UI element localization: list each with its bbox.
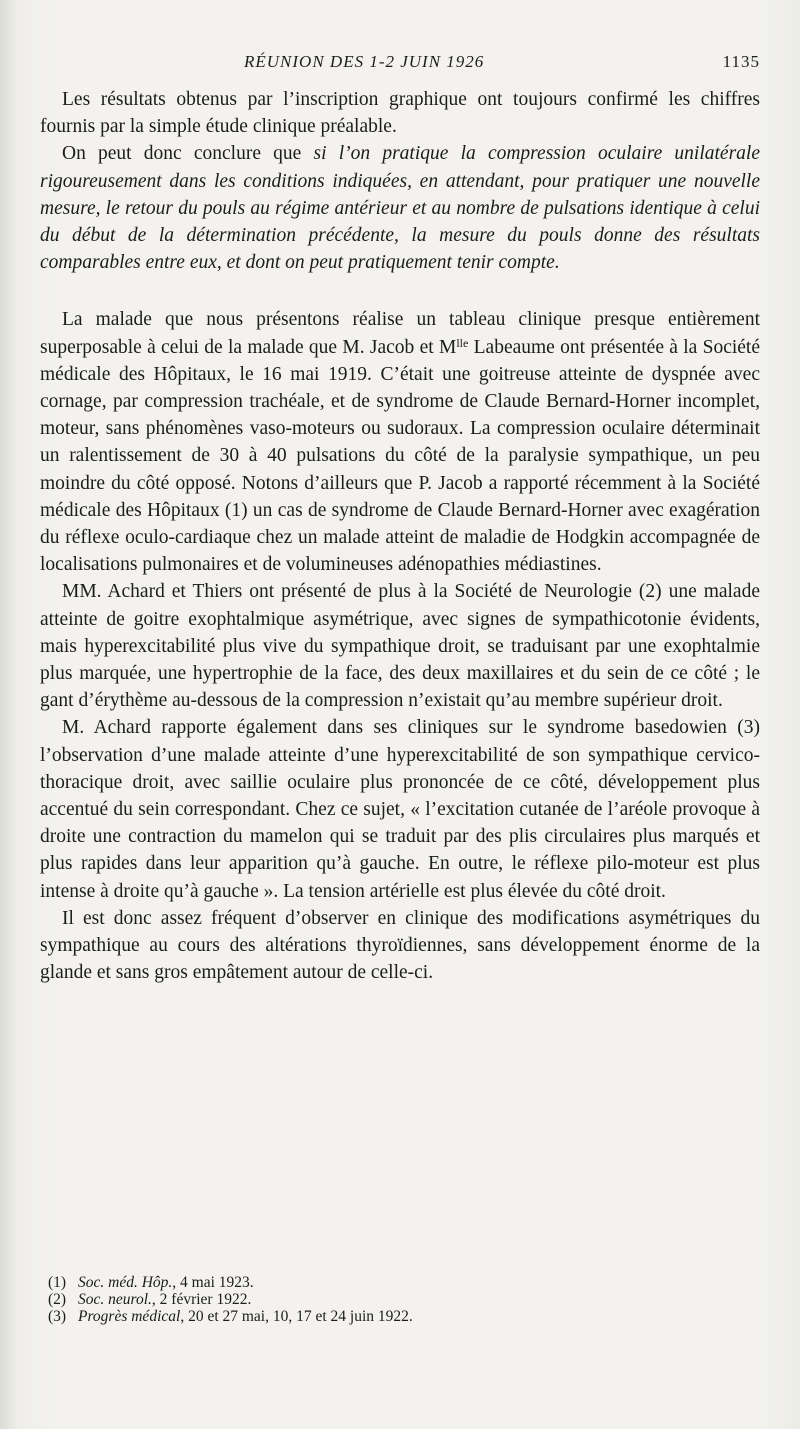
footnote-detail: , 20 et 27 mai, 10, 17 et 24 juin 1922.	[180, 1308, 413, 1325]
paragraph-1: Les résultats obtenus par l’inscription graphique ont toujours confirmé les chiffres fournis par la simple étude clinique préalable.	[40, 89, 760, 138]
paragraph-5: M. Achard rapporte également dans ses cliniques sur le syndrome basedowien (3) l’observation d’une malade atteinte d’une hyperexcitabilité de son sympathique cervico-thoracique droit, avec saillie oculaire plus prononcée de ce côté, développement plus accentué du sein correspondant. Chez ce sujet, « l’excitation cutanée de l’aréole provoque à droite une contraction du mamelon qui se traduit par des plis circulaires plus marqués et plus rapides dans leur apparition qu’à gauche. En outre, le réflexe pilo-moteur est plus intense à droite qu’à gauche ». La tension artérielle est plus élevée du côté droit.	[40, 717, 760, 902]
footnote-detail: , 4 mai 1923.	[172, 1274, 254, 1291]
page-number: 1135	[722, 52, 760, 71]
footnote-source: Progrès médical	[78, 1308, 181, 1325]
paragraph-3-superscript: lle	[456, 335, 469, 350]
paragraph-2-lead: On peut donc conclure que	[62, 143, 314, 165]
paragraph-3	[40, 306, 760, 578]
article-body	[40, 86, 760, 987]
footnote-1	[48, 1274, 748, 1291]
footnote-source: Soc. méd. Hôp.	[78, 1274, 173, 1291]
footnotes	[48, 1274, 748, 1325]
footnote-mark: (3)	[48, 1308, 67, 1325]
footnote-mark: (2)	[48, 1291, 67, 1308]
footnote-mark: (1)	[48, 1274, 67, 1291]
paragraph-3-part-b: Labeaume ont présentée à la Société médicale des Hôpitaux, le 16 mai 1919. C’était une goitreuse atteinte de dyspnée avec cornage, par compression trachéale, et de syndrome de Claude Bernard-Horner incomplet, moteur, sans phénomènes vaso-moteurs ou sudoraux. La compression oculaire déterminait un ralentissement de 30 à 40 pulsations du côté de la paralysie sympathique, un peu moindre du côté opposé. Notons d’ailleurs que P. Jacob a rapporté récemment à la Société médicale des Hôpitaux (1) un cas de syndrome de Claude Bernard-Horner avec exagération du réflexe oculo-cardiaque chez un malade atteint de maladie de Hodgkin accompagnée de localisations pulmonaires et de volumineuses adénopathies médiastines.	[40, 336, 760, 576]
paragraph-2-conclusion: si l’on pratique la compression oculaire unilatérale rigoureusement dans les conditions indiquées, en attendant, pour pratiquer une nouvelle mesure, le retour du pouls au régime antérieur et au nombre de pulsations identique à celui du début de la détermination précédente, la mesure du pouls donne des résultats comparables entre eux, et dont on peut pratiquement tenir compte.	[40, 143, 760, 274]
paragraph-3-part-a: La malade que nous présentons réalise un tableau clinique presque entièrement superposable à celui de la malade que M. Jacob et M	[40, 309, 760, 358]
paragraph-2	[40, 140, 760, 276]
running-head: RÉUNION DES 1-2 JUIN 1926	[244, 52, 485, 71]
paragraph-6: Il est donc assez fréquent d’observer en clinique des modifications asymétriques du sympathique au cours des altérations thyroïdiennes, sans développement énorme de la glande et sans gros empâtement autour de celle-ci.	[40, 907, 760, 984]
footnote-2	[48, 1291, 748, 1308]
page-header	[0, 52, 800, 82]
footnote-source: Soc. neurol.	[78, 1291, 152, 1308]
footnote-3	[48, 1308, 748, 1325]
paragraph-4: MM. Achard et Thiers ont présenté de plus à la Société de Neurologie (2) une malade atteinte de goitre exophtalmique asymétrique, avec signes de sympathicotonie évidents, mais hyperexcitabilité plus vive du sympathique droit, se traduisant par une exophtalmie plus marquée, une hypertrophie de la face, des deux maxillaires et du sein de ce côté ; le gant d’érythème au-dessous de la compression n’existait qu’au membre supérieur droit.	[40, 581, 760, 712]
footnote-detail: , 2 février 1922.	[151, 1291, 252, 1308]
